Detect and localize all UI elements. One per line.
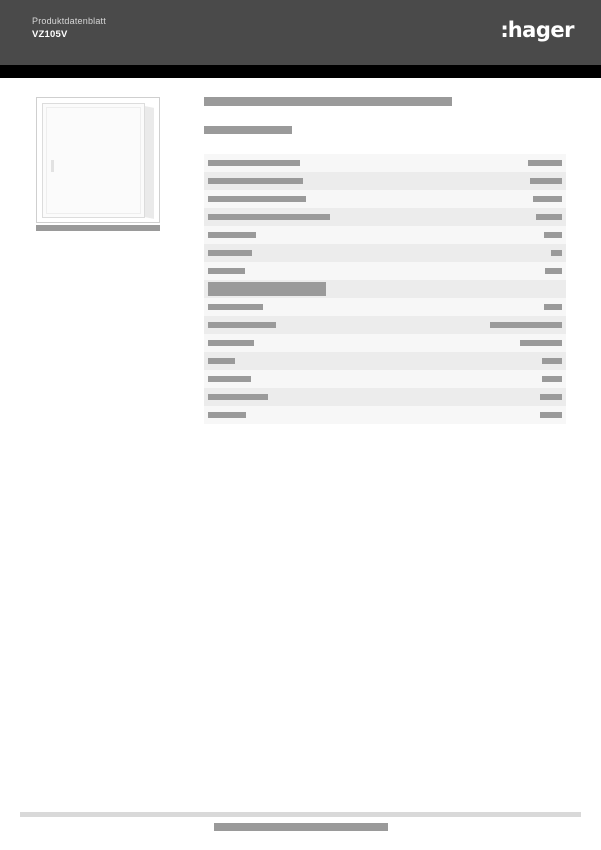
spec-label: [208, 250, 252, 256]
spec-label: [208, 358, 235, 364]
spec-label: [208, 394, 268, 400]
table-row: [204, 208, 566, 226]
spec-label: [208, 196, 306, 202]
document-type-label: Produktdatenblatt: [32, 16, 106, 26]
table-row: [204, 172, 566, 190]
footer-divider: [20, 812, 581, 817]
spec-label: [208, 178, 303, 184]
section-heading-technical-details: [204, 126, 292, 134]
table-row: [204, 280, 566, 298]
spec-label: [208, 304, 263, 310]
product-image-caption: [36, 225, 160, 231]
document-title: [204, 97, 452, 106]
spec-value: [520, 340, 562, 346]
hager-logo: [500, 18, 574, 42]
spec-label: [208, 340, 254, 346]
table-row: [204, 154, 566, 172]
spec-value: [540, 394, 562, 400]
footer-note: [214, 823, 388, 831]
product-door-inner-shape: [46, 107, 141, 214]
spec-label: [208, 282, 326, 296]
spec-label: [208, 268, 245, 274]
spec-label: [208, 412, 246, 418]
spec-label: [208, 160, 300, 166]
product-hinge-shape: [51, 160, 54, 172]
table-row: [204, 262, 566, 280]
spec-value: [542, 358, 562, 364]
spec-value: [540, 412, 562, 418]
table-row: [204, 334, 566, 352]
spec-value: [542, 376, 562, 382]
table-row: [204, 352, 566, 370]
table-row: [204, 298, 566, 316]
product-edge-shape: [145, 106, 154, 219]
table-row: [204, 370, 566, 388]
spec-label: [208, 376, 251, 382]
spec-value: [536, 214, 562, 220]
spec-value: [551, 250, 562, 256]
spec-label: [208, 214, 330, 220]
product-image: [36, 97, 160, 223]
header-divider-band: [0, 65, 601, 78]
spec-label: [208, 232, 256, 238]
spec-value: [490, 322, 562, 328]
product-code-title: VZ105V: [32, 29, 68, 40]
table-row: [204, 406, 566, 424]
spec-label: [208, 322, 276, 328]
table-row: [204, 388, 566, 406]
spec-value: [528, 160, 562, 166]
specifications-table: [204, 154, 566, 424]
table-row: [204, 244, 566, 262]
logo-colon-icon: :: [500, 18, 508, 42]
spec-value: [544, 304, 562, 310]
table-row: [204, 190, 566, 208]
spec-value: [530, 178, 562, 184]
spec-value: [544, 232, 562, 238]
header-title-block: [32, 15, 106, 41]
table-row: [204, 226, 566, 244]
datasheet-content: [204, 97, 566, 424]
page-header: [0, 0, 601, 65]
spec-value: [533, 196, 562, 202]
logo-wordmark: hager: [507, 18, 574, 42]
table-row: [204, 316, 566, 334]
product-door-shape: [42, 103, 145, 218]
spec-value: [545, 268, 562, 274]
